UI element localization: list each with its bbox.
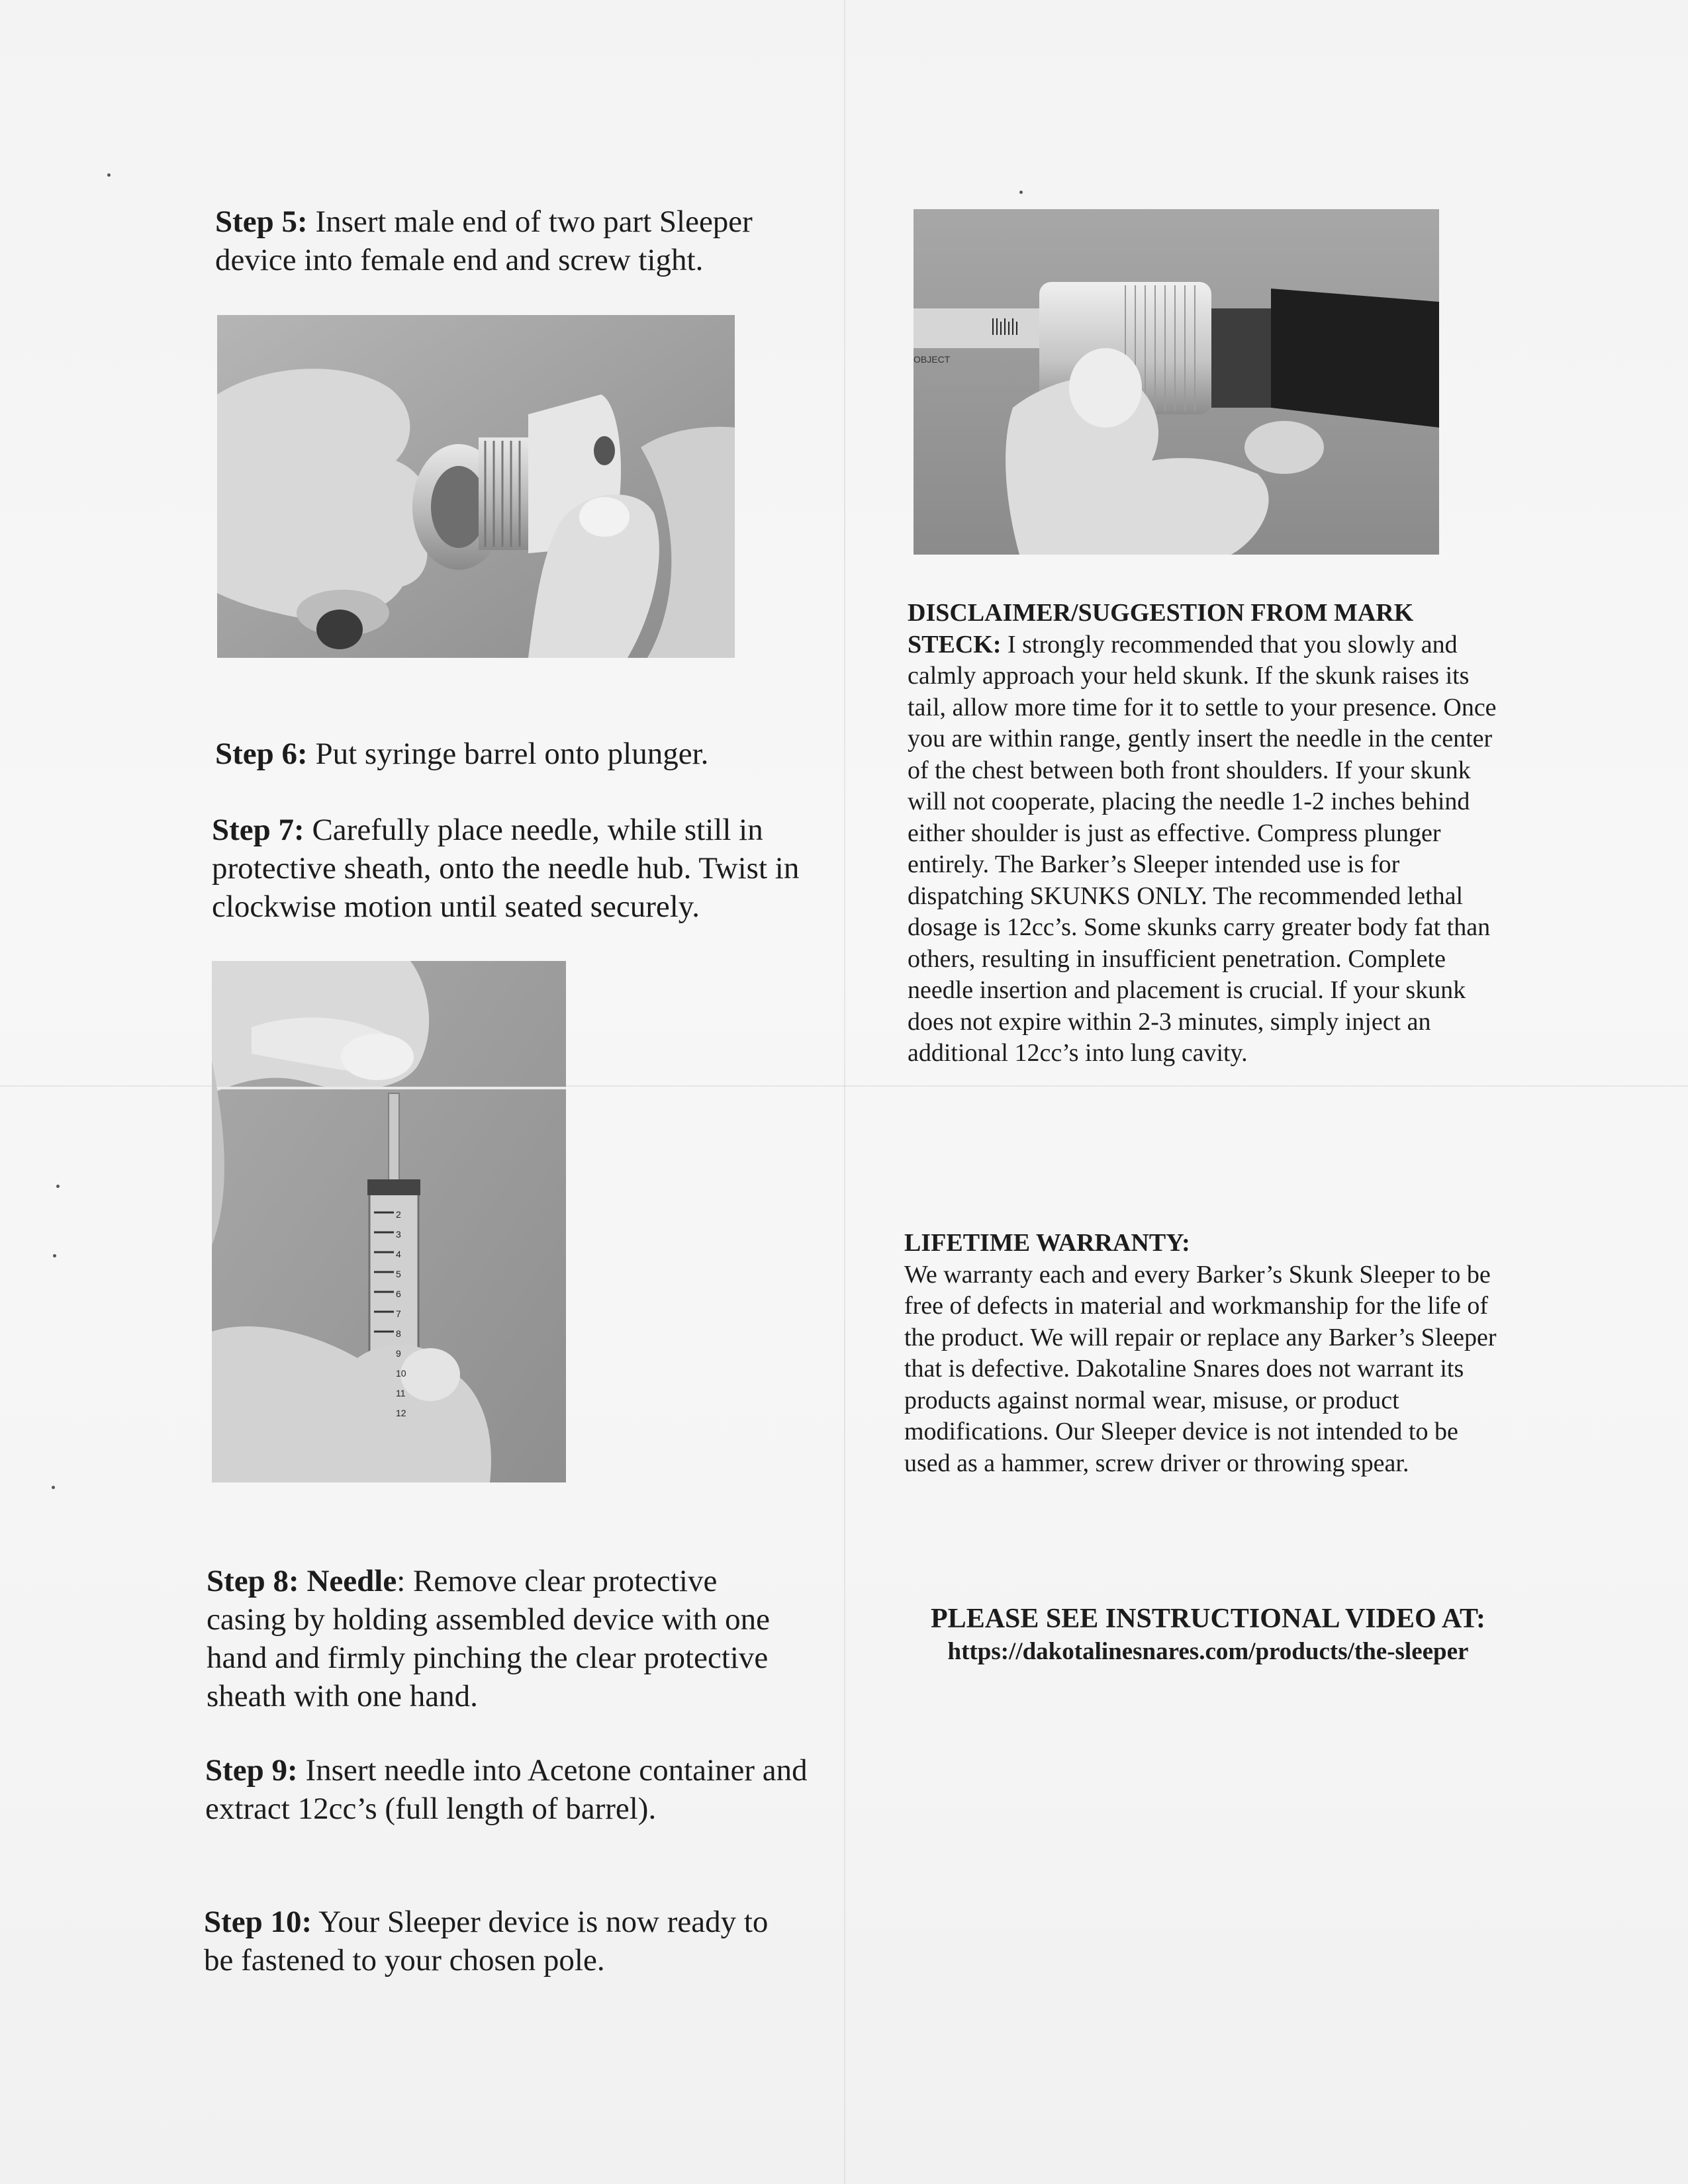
step-7-text: Carefully place needle, while still in protective sheath, onto the needle hub. Twist in clockwise motion until seated securely.: [212, 813, 800, 924]
step-6-label: Step 6:: [215, 737, 308, 771]
disclaimer-heading: DISCLAIMER/SUGGESTION FROM MARK STECK:: [908, 599, 1414, 659]
syringe-mark: 7: [396, 1308, 401, 1319]
fold-line-vertical: [844, 0, 845, 2184]
instructional-video-section: [900, 1602, 1516, 1668]
step-8-text: : Remove clear protective casing by holding assembled device with one hand and firmly pinching the clear protective sheath with one hand.: [207, 1564, 771, 1713]
photo-screwing-sleeper-parts: [217, 315, 735, 658]
warranty-section: [904, 1228, 1503, 1479]
video-heading: PLEASE SEE INSTRUCTIONAL VIDEO AT:: [931, 1604, 1485, 1634]
syringe-mark: 8: [396, 1328, 401, 1339]
disclaimer-text: I strongly recommended that you slowly and calmly approach your held skunk. If the skunk raises its tail, allow more time for it to settle to your presence. Once you are within range, gently insert the needle in the center of the chest between both front shoulders. If your skunk will not cooperate, placing the needle 1-2 inches behind either shoulder is just as effective. Compress plunger entirely. The Barker’s Sleeper intended use is for dispatching SKUNKS ONLY. The recommended lethal dosage is 12cc’s. Some skunks carry greater body fat than others, resulting in insufficient penetration. Complete needle insertion and placement is crucial. If your skunk does not expire within 2-3 minutes, simply inject an additional 12cc’s into lung cavity.: [908, 630, 1497, 1067]
step-9-text: Insert needle into Acetone container and extract 12cc’s (full length of barrel).: [205, 1753, 808, 1826]
syringe-mark: 9: [396, 1348, 401, 1359]
scan-speck: [1019, 191, 1023, 194]
syringe-mark: 6: [396, 1289, 401, 1299]
step-7-label: Step 7:: [212, 813, 305, 847]
disclaimer-section: [908, 598, 1507, 1069]
syringe-mark: 12: [396, 1408, 406, 1418]
syringe-mark: 11: [396, 1388, 406, 1398]
syringe-mark: 4: [396, 1249, 401, 1259]
syringe-mark: 5: [396, 1269, 401, 1279]
syringe-side-label: OBJECT: [914, 354, 951, 365]
warranty-heading: LIFETIME WARRANTY:: [904, 1229, 1190, 1257]
syringe-scale-markings: [396, 1205, 409, 1423]
video-url[interactable]: https://dakotalinesnares.com/products/the-sleeper: [947, 1638, 1469, 1665]
step-5: [215, 203, 811, 279]
syringe-mark: 3: [396, 1229, 401, 1240]
syringe-mark: 10: [396, 1368, 406, 1379]
syringe-mark: 2: [396, 1209, 401, 1220]
step-10-label: Step 10:: [204, 1905, 312, 1939]
step-9: [205, 1751, 814, 1828]
photo-sleeper-on-pole: [914, 209, 1439, 555]
photo-attaching-needle: [212, 961, 566, 1482]
step-10: [204, 1903, 800, 1979]
scan-speck: [107, 173, 111, 177]
step-6: [215, 735, 811, 773]
step-7: [212, 811, 821, 926]
step-6-text: Put syringe barrel onto plunger.: [307, 737, 709, 771]
warranty-text: We warranty each and every Barker’s Skunk Sleeper to be free of defects in material and workmanship for the life of the product. We will repair or replace any Barker’s Sleeper that is defective. Dakotaline Snares does not warrant its products against normal wear, misuse, or product modifications. Our Sleeper device is not intended to be used as a hammer, screw driver or throwing spear.: [904, 1260, 1497, 1477]
step-9-label: Step 9:: [205, 1753, 298, 1788]
step-8: [207, 1562, 789, 1715]
step-8-label: Step 8: Needle: [207, 1564, 397, 1598]
scan-speck: [56, 1185, 60, 1188]
scan-speck: [52, 1486, 55, 1489]
step-10-text: Your Sleeper device is now ready to be fastened to your chosen pole.: [204, 1905, 769, 1978]
step-8-label-needle: Needle: [306, 1564, 397, 1598]
step-5-text: Insert male end of two part Sleeper device into female end and screw tight.: [215, 205, 753, 277]
step-5-label: Step 5:: [215, 205, 308, 239]
scan-speck: [53, 1254, 56, 1257]
